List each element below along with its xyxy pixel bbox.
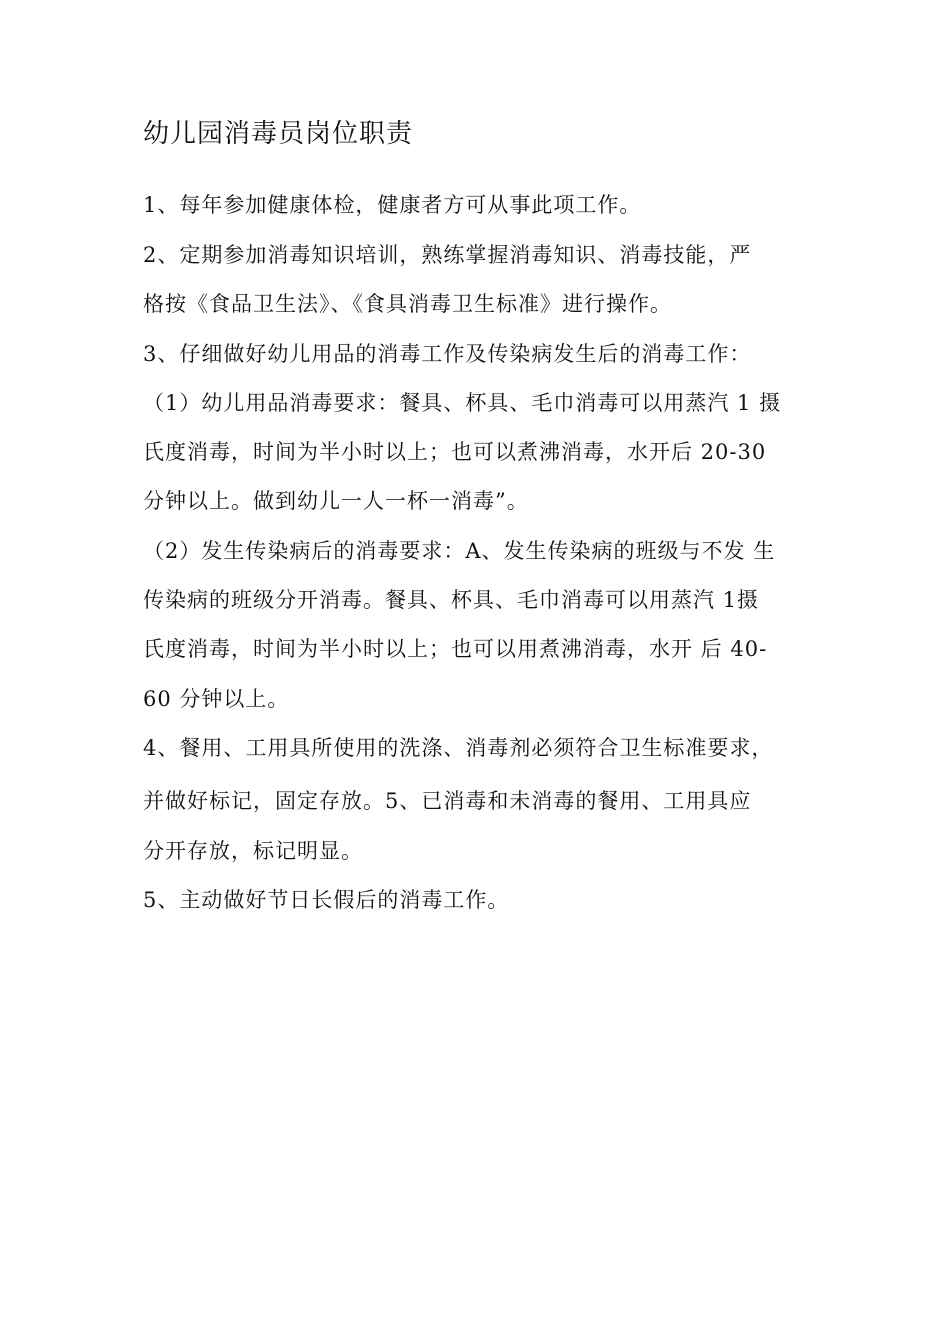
paragraph-line: （2）发生传染病后的消毒要求：A、发生传染病的班级与不发 生 (143, 539, 776, 563)
paragraph-line: 4、餐用、工用具所使用的洗涤、消毒剂必须符合卫生标准要求， (143, 736, 774, 760)
paragraph-line: 传染病的班级分开消毒。餐具、杯具、毛巾消毒可以用蒸汽 1摄 (143, 588, 760, 612)
paragraph-line: （1）幼儿用品消毒要求：餐具、杯具、毛巾消毒可以用蒸汽 1 摄 (143, 391, 782, 415)
paragraph-line: 分开存放，标记明显。 (143, 839, 363, 863)
paragraph-line: 氏度消毒，时间为半小时以上；也可以用煮沸消毒，水开 后 40- (143, 637, 768, 661)
paragraph-line: 5、主动做好节日长假后的消毒工作。 (143, 888, 510, 912)
document-title: 幼儿园消毒员岗位职责 (143, 119, 414, 149)
paragraph-line: 格按《食品卫生法》、《食具消毒卫生标准》进行操作。 (143, 292, 672, 316)
paragraph-line: 氏度消毒，时间为半小时以上；也可以煮沸消毒，水开后 20-30 (143, 440, 767, 464)
paragraph-line: 分钟以上。做到幼儿一人一杯一消毒”。 (143, 489, 529, 513)
paragraph-line: 3、仔细做好幼儿用品的消毒工作及传染病发生后的消毒工作： (143, 342, 752, 366)
paragraph-line: 2、定期参加消毒知识培训，熟练掌握消毒知识、消毒技能，严 (143, 243, 752, 267)
paragraph-line: 60 分钟以上。 (143, 687, 290, 711)
paragraph-line: 1、每年参加健康体检，健康者方可从事此项工作。 (143, 193, 642, 217)
paragraph-line: 并做好标记，固定存放。5、已消毒和未消毒的餐用、工用具应 (143, 789, 752, 813)
